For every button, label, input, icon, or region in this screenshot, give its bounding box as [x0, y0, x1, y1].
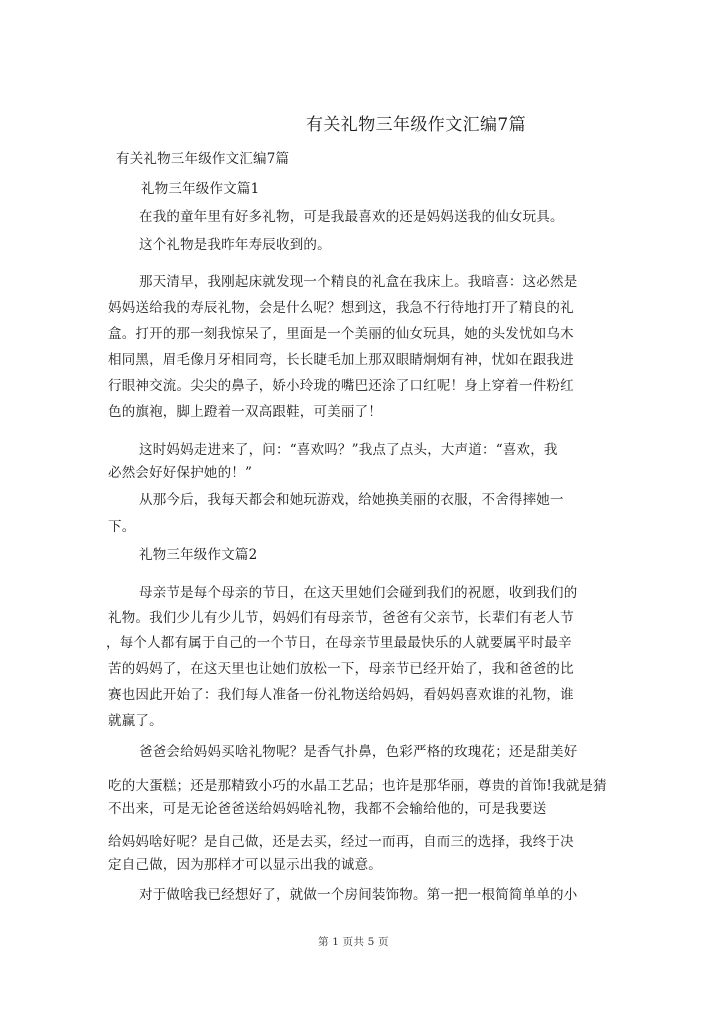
paragraph-line: 这时妈妈走进来了，问：“喜欢吗？”我点了点头，大声道：“喜欢，我 [139, 442, 558, 458]
paragraph-line: 这个礼物是我昨年寿辰收到的。 [139, 237, 331, 253]
paragraph-line: 礼物。我们少儿有少儿节，妈妈们有母亲节，爸爸有父亲节，长辈们有老人节 [108, 610, 574, 626]
paragraph-line: 色的旗袍，脚上蹬着一双高跟鞋，可美丽了！ [108, 404, 382, 420]
paragraph-line: 妈妈送给我的寿辰礼物，会是什么呢？想到这，我急不行待地打开了精良的礼 [108, 300, 574, 316]
paragraph-line: 给妈妈啥好呢？是自己做，还是去买，经过一而再，自而三的选择，我终于决 [108, 834, 574, 850]
paragraph-line: ，每个人都有属于自己的一个节日，在母亲节里最最快乐的人就要属平时最辛 [106, 635, 572, 651]
paragraph-line: 母亲节是每个母亲的节日，在这天里她们会碰到我们的祝愿，收到我们的 [139, 585, 578, 601]
paragraph-line: 定自己做，因为那样才可以显示出我的诚意。 [108, 857, 382, 873]
paragraph-line: 就赢了。 [108, 713, 163, 729]
paragraph-line: 爸爸会给妈妈买啥礼物呢？是香气扑鼻，色彩严格的玫瑰花；还是甜美好 [139, 744, 578, 760]
paragraph-line: 对于做啥我已经想好了，就做一个房间装饰物。第一把一根简简单单的小 [139, 887, 578, 903]
page-footer: 第 1 页共 5 页 [318, 936, 389, 948]
paragraph-line: 那天清早，我刚起床就发现一个精良的礼盒在我床上。我暗喜：这必然是 [139, 274, 578, 290]
paragraph-line: 相同黑，眉毛像月牙相同弯，长长睫毛加上那双眼睛炯炯有神，忧如在跟我进 [108, 352, 574, 368]
paragraph-line: 不出来，可是无论爸爸送给妈妈啥礼物，我都不会输给他的，可是我要送 [108, 801, 547, 817]
document-subtitle: 有关礼物三年级作文汇编7篇 [116, 151, 290, 167]
essay-2-heading: 礼物三年级作文篇2 [139, 547, 258, 563]
paragraph-line: 吃的大蛋糕；还是那精致小巧的水晶工艺品；也许是那华丽，尊贵的首饰!我就是猜 [108, 778, 607, 794]
paragraph-line: 从那今后，我每天都会和她玩游戏，给她换美丽的衣服，不舍得摔她一 [139, 492, 564, 508]
essay-1-heading: 礼物三年级作文篇1 [141, 181, 260, 197]
paragraph-line: 必然会好好保护她的！” [108, 465, 253, 481]
paragraph-line: 下。 [108, 519, 136, 535]
paragraph-line: 赛也因此开始了：我们每人准备一份礼物送给妈妈，看妈妈喜欢谁的礼物，谁 [108, 687, 574, 703]
paragraph-line: 盒。打开的那一刻我惊呆了，里面是一个美丽的仙女玩具，她的头发忧如乌木 [108, 326, 574, 342]
paragraph-line: 苦的妈妈了，在这天里也让她们放松一下，母亲节已经开始了，我和爸爸的比 [108, 661, 574, 677]
paragraph-line: 行眼神交流。尖尖的鼻子，娇小玲珑的嘴巴还涂了口红呢！身上穿着一件粉红 [108, 378, 574, 394]
document-title: 有关礼物三年级作文汇编7篇 [306, 115, 527, 135]
paragraph-line: 在我的童年里有好多礼物，可是我最喜欢的还是妈妈送我的仙女玩具。 [139, 209, 564, 225]
